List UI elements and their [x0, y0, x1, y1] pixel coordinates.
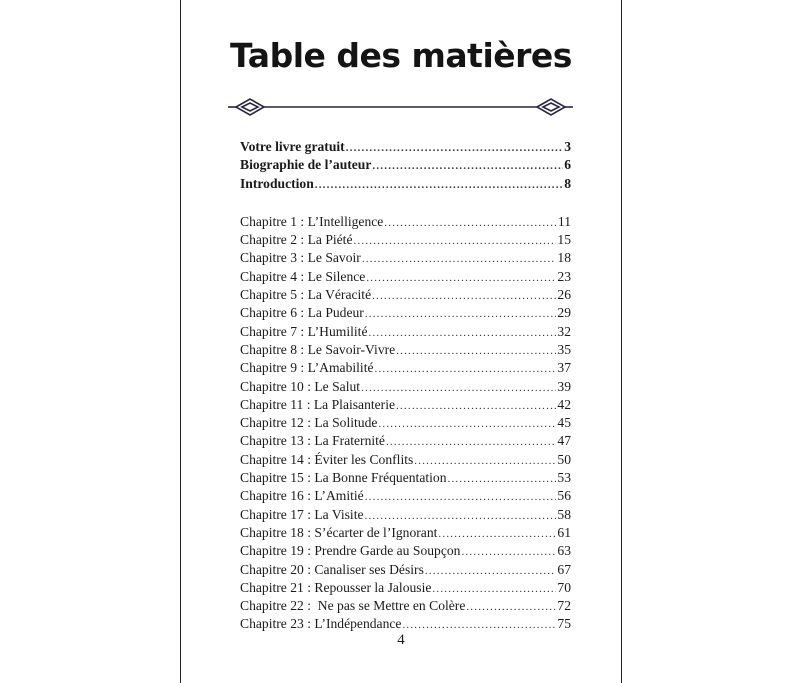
toc-entry-label: Chapitre 1 : L’Intelligence: [240, 213, 384, 229]
toc-entry: [240, 396, 571, 414]
section-gap: [240, 193, 571, 213]
toc-entry: [240, 469, 571, 487]
dot-leader: [369, 324, 557, 342]
toc-entry-label: Votre livre gratuit: [240, 139, 345, 154]
dot-leader: [354, 232, 557, 250]
table-of-contents: [240, 138, 571, 634]
toc-entry-page: 3: [564, 139, 571, 154]
toc-entry: [240, 341, 571, 359]
dot-leader: [365, 507, 557, 525]
toc-entry-page: 45: [557, 415, 571, 431]
toc-entry-page: 56: [557, 488, 571, 504]
toc-entry: [240, 615, 571, 633]
toc-entry-page: 8: [564, 175, 571, 191]
toc-entry-label: Chapitre 12 : La Solitude: [240, 415, 378, 431]
toc-entry-label: Chapitre 6 : La Pudeur: [240, 305, 364, 321]
page-left-edge: [180, 0, 181, 683]
dot-leader: [461, 543, 556, 561]
toc-entry: [240, 268, 571, 286]
toc-entry-label: Chapitre 4 : Le Silence: [240, 268, 366, 284]
toc-entry-label: Chapitre 14 : Éviter les Conflits: [240, 451, 414, 467]
toc-entry-page: 63: [557, 543, 571, 559]
dot-leader: [372, 157, 563, 175]
toc-entry-label: Chapitre 17 : La Visite: [240, 506, 364, 522]
toc-entry-page: 6: [564, 157, 571, 173]
toc-entry: [240, 524, 571, 542]
toc-entry-label: Introduction: [240, 175, 314, 191]
ornament-divider-icon: [228, 96, 573, 118]
toc-entry: [240, 542, 571, 560]
toc-entry: [240, 579, 571, 597]
dot-leader: [365, 488, 557, 506]
toc-entry-label: Chapitre 13 : La Fraternité: [240, 433, 385, 449]
page-right-edge: [621, 0, 622, 683]
toc-entry: [240, 451, 571, 469]
dot-leader: [448, 470, 557, 488]
toc-entry-page: 26: [557, 287, 571, 303]
toc-entry: [240, 378, 571, 396]
toc-entry-page: 67: [557, 561, 571, 577]
dot-leader: [361, 379, 556, 397]
toc-entry-page: 70: [557, 579, 571, 595]
toc-entry: [240, 323, 571, 341]
toc-entry-label: Chapitre 10 : Le Salut: [240, 378, 361, 394]
dot-leader: [384, 214, 557, 232]
toc-entry: [240, 231, 571, 249]
toc-entry: [240, 487, 571, 505]
toc-entry-page: 53: [557, 470, 571, 486]
toc-entry-label: Chapitre 21 : Repousser la Jalousie: [240, 579, 432, 595]
toc-entry-page: 58: [557, 506, 571, 522]
toc-entry-label: Chapitre 19 : Prendre Garde au Soupçon: [240, 543, 461, 559]
toc-entry-page: 35: [557, 341, 571, 357]
dot-leader: [438, 525, 556, 543]
toc-entry: [240, 138, 571, 156]
toc-entry-page: 29: [557, 305, 571, 321]
toc-entry-page: 39: [557, 378, 571, 394]
toc-entry: [240, 249, 571, 267]
toc-entry-label: Chapitre 9 : L’Amabilité: [240, 360, 374, 376]
toc-entry-label: Chapitre 20 : Canaliser ses Désirs: [240, 561, 424, 577]
dot-leader: [375, 360, 557, 378]
dot-leader: [386, 433, 556, 451]
toc-entry-label: Chapitre 23 : L’Indépendance: [240, 616, 402, 632]
dot-leader: [362, 250, 557, 268]
toc-entry-page: 37: [557, 360, 571, 376]
toc-entry: [240, 597, 571, 615]
toc-entry: [240, 286, 571, 304]
toc-entry-page: 18: [557, 250, 571, 266]
chapter-list: [240, 213, 571, 634]
toc-entry-page: 42: [557, 396, 571, 412]
toc-entry-label: Chapitre 5 : La Véracité: [240, 287, 372, 303]
toc-entry: [240, 175, 571, 193]
dot-leader: [346, 139, 564, 157]
toc-entry: [240, 432, 571, 450]
dot-leader: [365, 305, 557, 323]
toc-entry-page: 61: [557, 524, 571, 540]
page-title: Table des matières: [230, 36, 572, 75]
dot-leader: [414, 452, 556, 470]
toc-entry-label: Chapitre 22 : Ne pas se Mettre en Colère: [240, 598, 466, 614]
toc-entry: [240, 156, 571, 174]
toc-entry: [240, 414, 571, 432]
toc-entry-label: Chapitre 3 : Le Savoir: [240, 250, 361, 266]
toc-entry: [240, 213, 571, 231]
dot-leader: [432, 580, 556, 598]
toc-entry: [240, 304, 571, 322]
front-matter-list: [240, 138, 571, 193]
toc-entry-page: 11: [557, 213, 571, 229]
toc-entry-label: Chapitre 18 : S’écarter de l’Ignorant: [240, 524, 438, 540]
page-number: 4: [397, 632, 405, 648]
dot-leader: [466, 598, 556, 616]
toc-entry: [240, 561, 571, 579]
dot-leader: [372, 287, 556, 305]
toc-entry-label: Chapitre 8 : Le Savoir-Vivre: [240, 341, 396, 357]
dot-leader: [396, 342, 556, 360]
toc-entry-label: Chapitre 7 : L’Humilité: [240, 323, 368, 339]
toc-entry-page: 72: [557, 598, 571, 614]
toc-entry-label: Biographie de l’auteur: [240, 157, 372, 173]
toc-entry-page: 50: [557, 451, 571, 467]
toc-entry: [240, 359, 571, 377]
toc-entry-page: 75: [557, 616, 571, 632]
toc-entry-page: 15: [557, 232, 571, 248]
toc-entry-page: 23: [557, 268, 571, 284]
dot-leader: [396, 397, 556, 415]
dot-leader: [315, 176, 563, 194]
toc-entry-page: 47: [557, 433, 571, 449]
toc-entry: [240, 506, 571, 524]
toc-entry-label: Chapitre 16 : L’Amitié: [240, 488, 364, 504]
toc-entry-label: Chapitre 11 : La Plaisanterie: [240, 396, 396, 412]
dot-leader: [378, 415, 556, 433]
toc-entry-label: Chapitre 2 : La Piété: [240, 232, 353, 248]
toc-entry-label: Chapitre 15 : La Bonne Fréquentation: [240, 470, 447, 486]
toc-entry-page: 32: [557, 323, 571, 339]
dot-leader: [425, 562, 557, 580]
dot-leader: [366, 269, 556, 287]
